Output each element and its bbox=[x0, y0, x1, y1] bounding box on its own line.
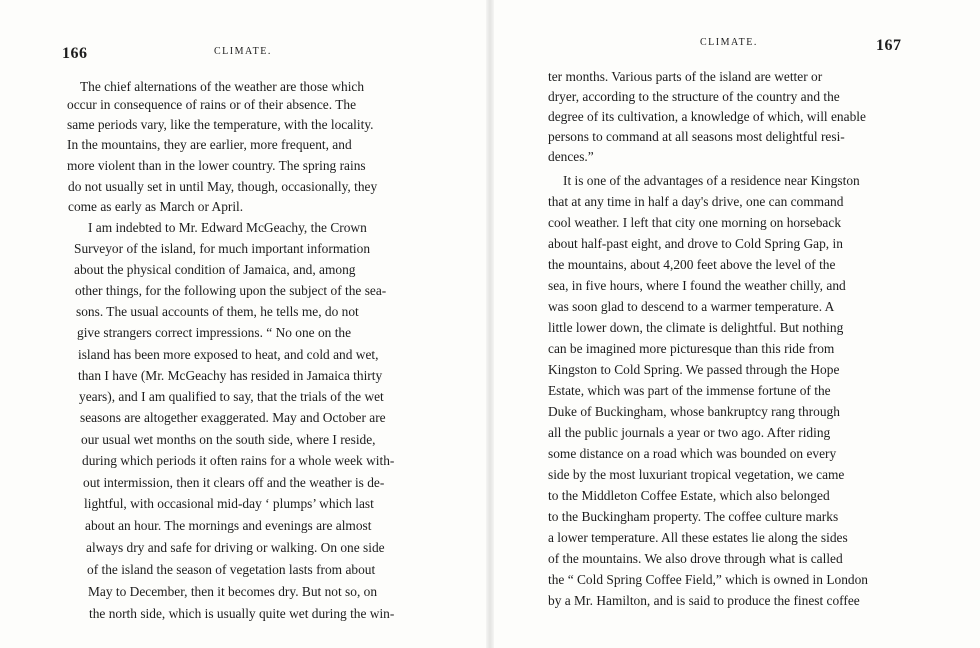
left-line: during which periods it often rains for a whole week with- bbox=[82, 453, 395, 468]
left-line: of the island the season of vegetation lasts from about bbox=[87, 562, 376, 577]
right-line: to the Middleton Coffee Estate, which also belonged bbox=[548, 488, 830, 503]
right-line: about half-past eight, and drove to Cold Spring Gap, in bbox=[548, 236, 843, 251]
left-line: our usual wet months on the south side, where I reside, bbox=[81, 432, 376, 447]
left-line: the north side, which is usually quite wet during the win- bbox=[89, 606, 395, 621]
left-line: out intermission, then it clears off and the weather is de- bbox=[83, 475, 385, 490]
right-line: some distance on a road which was bounded on every bbox=[548, 446, 837, 461]
right-line: Estate, which was part of the immense fortune of the bbox=[548, 383, 831, 398]
left-line: seasons are altogether exaggerated. May and October are bbox=[80, 410, 386, 425]
left-line: sons. The usual accounts of them, he tells me, do not bbox=[76, 304, 359, 319]
right-running-title: CLIMATE. bbox=[700, 37, 758, 48]
right-line: a lower temperature. All these estates lie along the sides bbox=[548, 530, 848, 545]
right-line: can be imagined more picturesque than this ride from bbox=[548, 341, 835, 356]
left-page-number: 166 bbox=[62, 45, 88, 62]
right-line: persons to command at all seasons most delightful resi- bbox=[548, 129, 845, 144]
left-line: occur in consequence of rains or of their absence. The bbox=[67, 97, 357, 112]
left-line: May to December, then it becomes dry. But not so, on bbox=[88, 584, 378, 599]
right-line: It is one of the advantages of a residence near Kingston bbox=[563, 173, 860, 188]
right-line: dryer, according to the structure of the country and the bbox=[548, 89, 840, 104]
left-line: Surveyor of the island, for much important information bbox=[74, 241, 371, 256]
left-line: come as early as March or April. bbox=[68, 199, 244, 214]
left-running-title: CLIMATE. bbox=[214, 46, 272, 57]
right-line: the mountains, about 4,200 feet above the level of the bbox=[548, 257, 836, 272]
left-line: more violent than in the lower country. The spring rains bbox=[67, 158, 366, 173]
left-line: years), and I am qualified to say, that the trials of the wet bbox=[79, 389, 384, 404]
right-line: Duke of Buckingham, whose bankruptcy rang through bbox=[548, 404, 840, 419]
right-line: that at any time in half a day's drive, one can command bbox=[548, 194, 844, 209]
left-line: other things, for the following upon the subject of the sea- bbox=[75, 283, 387, 298]
left-line: about the physical condition of Jamaica, and, among bbox=[74, 262, 356, 277]
left-line: than I have (Mr. McGeachy has resided in Jamaica thirty bbox=[78, 368, 383, 383]
right-page-number: 167 bbox=[876, 37, 902, 54]
left-line: about an hour. The mornings and evenings are almost bbox=[85, 518, 372, 533]
left-line: same periods vary, like the temperature, with the locality. bbox=[67, 117, 374, 132]
left-line: give strangers correct impressions. “ No one on the bbox=[77, 325, 352, 340]
right-line: ter months. Various parts of the island are wetter or bbox=[548, 69, 823, 84]
right-line: dences.” bbox=[548, 149, 594, 164]
right-line: side by the most luxuriant tropical vegetation, we came bbox=[548, 467, 845, 482]
right-line: all the public journals a year or two ago. After riding bbox=[548, 425, 831, 440]
right-line: cool weather. I left that city one morning on horseback bbox=[548, 215, 842, 230]
right-line: degree of its cultivation, a knowledge of which, will enable bbox=[548, 109, 866, 124]
left-line: do not usually set in until May, though, occasionally, they bbox=[68, 179, 378, 194]
left-line: The chief alternations of the weather are those which bbox=[80, 79, 365, 94]
left-line: island has been more exposed to heat, and cold and wet, bbox=[78, 347, 379, 362]
right-line: Kingston to Cold Spring. We passed through the Hope bbox=[548, 362, 840, 377]
right-line: the “ Cold Spring Coffee Field,” which is owned in London bbox=[548, 572, 868, 587]
right-line: little lower down, the climate is delightful. But nothing bbox=[548, 320, 844, 335]
right-line: to the Buckingham property. The coffee culture marks bbox=[548, 509, 839, 524]
right-line: was soon glad to descend to a warmer temperature. A bbox=[548, 299, 835, 314]
left-line: always dry and safe for driving or walking. On one side bbox=[86, 540, 385, 555]
left-line: lightful, with occasional mid-day ‘ plumps’ which last bbox=[84, 496, 374, 511]
right-line: by a Mr. Hamilton, and is said to produce the finest coffee bbox=[548, 593, 860, 608]
right-line: of the mountains. We also drove through what is called bbox=[548, 551, 843, 566]
left-line: In the mountains, they are earlier, more frequent, and bbox=[67, 137, 352, 152]
left-line: I am indebted to Mr. Edward McGeachy, the Crown bbox=[88, 220, 367, 235]
right-line: sea, in five hours, where I found the weather chilly, and bbox=[548, 278, 846, 293]
